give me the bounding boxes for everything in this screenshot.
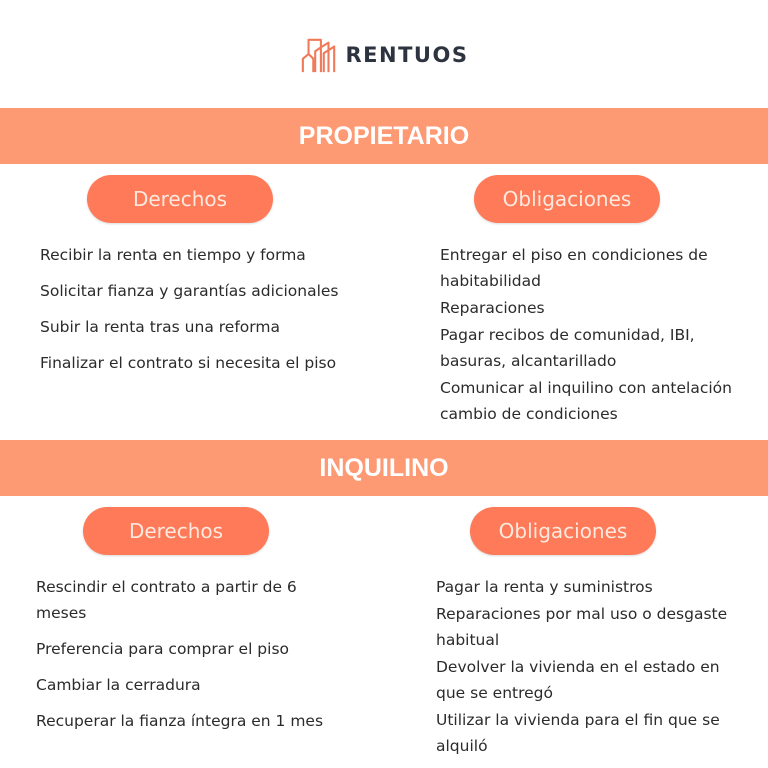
list-item: Recibir la renta en tiempo y forma: [40, 246, 306, 264]
list-item: Pagar recibos de comunidad, IBI, basuras, alcantarillado: [440, 326, 695, 370]
buildings-logo-icon: [300, 36, 338, 74]
section-title: PROPIETARIO: [298, 121, 470, 150]
list-item: Comunicar al inquilino con antelación cambio de condiciones: [440, 379, 732, 423]
obligaciones-pill: [470, 507, 656, 555]
list-item: Pagar la renta y suministros: [436, 578, 653, 596]
propietario-obligations-list: [440, 242, 745, 428]
brand-logo: [0, 36, 768, 74]
propietario-rights-list: [40, 242, 340, 386]
section-title: INQUILINO: [319, 453, 449, 482]
section-banner-inquilino: [0, 440, 768, 496]
obligaciones-pill: [474, 175, 660, 223]
derechos-pill: [83, 507, 269, 555]
list-item: Rescindir el contrato a partir de 6 meses: [36, 578, 297, 622]
list-item: Reparaciones por mal uso o desgaste habitual: [436, 605, 728, 649]
list-item: Utilizar la vivienda para el fin que se alquiló: [436, 711, 720, 755]
list-item: Devolver la vivienda en el estado en que se entregó: [436, 658, 720, 702]
list-item: Subir la renta tras una reforma: [40, 318, 280, 336]
section-banner-propietario: [0, 108, 768, 164]
list-item: Entregar el piso en condiciones de habitabilidad: [440, 246, 708, 290]
list-item: Cambiar la cerradura: [36, 676, 201, 694]
pill-label: Derechos: [128, 519, 224, 543]
list-item: Reparaciones: [440, 299, 545, 317]
pill-label: Derechos: [132, 187, 228, 211]
brand-name: RENTUOS: [345, 43, 469, 67]
list-item: Recuperar la fianza íntegra en 1 mes: [36, 712, 324, 730]
inquilino-obligations-list: [436, 574, 736, 760]
pill-label: Obligaciones: [502, 187, 632, 211]
list-item: Solicitar fianza y garantías adicionales: [40, 282, 339, 300]
inquilino-rights-list: [36, 574, 336, 744]
pill-label: Obligaciones: [498, 519, 628, 543]
derechos-pill: [87, 175, 273, 223]
list-item: Preferencia para comprar el piso: [36, 640, 290, 658]
list-item: Finalizar el contrato si necesita el piso: [40, 354, 337, 372]
